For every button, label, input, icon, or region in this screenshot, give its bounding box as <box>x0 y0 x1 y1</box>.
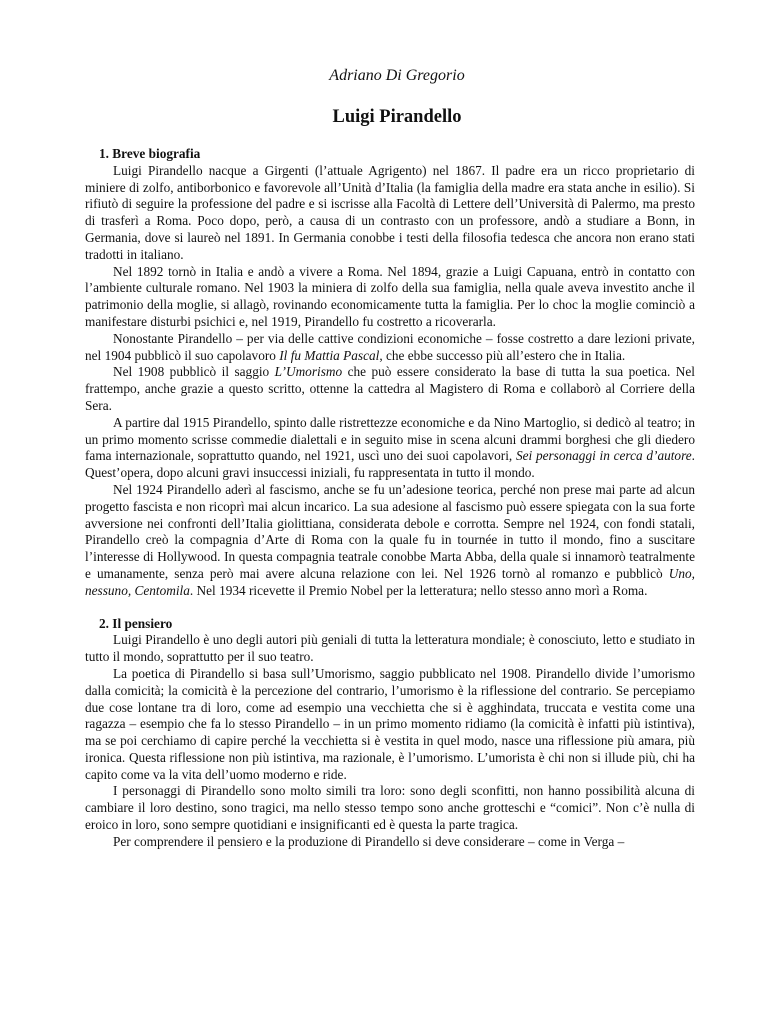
body-paragraph <box>85 163 695 264</box>
body-paragraph <box>85 364 695 414</box>
body-paragraph <box>85 331 695 365</box>
text-run: Luigi Pirandello nacque a Girgenti (l’attuale Agrigento) nel 1867. Il padre era un ricco proprietario di miniere di zolfo, antiborbonico e favorevole all’Unità d’Italia (la famiglia della madre era stata anche in esilio). Si rifiutò di seguire la professione del padre e si iscrisse alla Facoltà di Lettere dell’Università di Palermo, ma presto di trasferì a Roma. Poco dopo, però, a causa di un contrasto con un professore, andò a studiare a Bonn, in Germania, dove si laureò nel 1891. In Germania conobbe i testi della filosofia tedesca che ancora non erano stati tradotti in italiano. <box>85 162 695 262</box>
body-paragraph <box>85 632 695 666</box>
body-paragraph <box>85 264 695 331</box>
text-run: , che ebbe successo più all’estero che in Italia. <box>379 347 626 363</box>
document-body <box>85 146 695 851</box>
text-run: La poetica di Pirandello si basa sull’Umorismo, saggio pubblicato nel 1908. Pirandello divide l’umorismo dalla comicità; la comicità è la percezione del contrario, l’umorismo è la riflessione del contrario. Se percepiamo due cose lontane tra di loro, come ad esempio una vecchietta che si è agghindata, truccata e vestita come una ragazza – esempio che fa lo stesso Pirandello – in un primo momento ridiamo (la comicità è infatti più istintiva), ma se poi cerchiamo di capire perché la vecchietta si è vestita in quel modo, nasce una riflessione più amara, più ironica. Questa riflessione non più istintiva, ma razionale, è l’umorismo. L’umorista è chi non si illude più, chi ha capito come va la vita dell’uomo moderno e ride. <box>85 665 695 782</box>
body-paragraph <box>85 666 695 784</box>
work-title: Uno, nessuno, Centomila <box>85 565 695 598</box>
author-name: Adriano Di Gregorio <box>329 67 465 84</box>
text-run: Luigi Pirandello è uno degli autori più geniali di tutta la letteratura mondiale; è conosciuto, letto e studiato in tutto il mondo, soprattutto per il suo teatro. <box>85 632 695 665</box>
text-run: A partire dal 1915 Pirandello, spinto dalle ristrettezze economiche e da Nino Martoglio, si dedicò al teatro; in un primo momento scrisse commedie dialettali e in seguito mise in scena alcuni drammi borghesi che gli diedero fama internazionale, soprattutto quando, nel 1921, uscì uno dei suoi capolavori, <box>85 414 695 464</box>
text-run: I personaggi di Pirandello sono molto simili tra loro: sono degli sconfitti, non hanno possibilità alcuna di cambiare il loro destino, sono tragici, ma nello stesso tempo sono anche grotteschi e “comici”. Non c’è nulla di eroico in loro, sono sempre quotidiani e insignificanti ed è questa la parte tragica. <box>85 783 695 833</box>
section-heading: 2. Il pensiero <box>99 615 173 631</box>
work-title: Il fu Mattia Pascal <box>279 347 380 363</box>
body-paragraph <box>85 834 695 851</box>
body-paragraph <box>85 415 695 482</box>
document-title: Luigi Pirandello <box>332 107 462 127</box>
text-run: Nel 1924 Pirandello aderì al fascismo, anche se fu un’adesione teorica, perché non prese mai parte ad alcun progetto fascista e non ricoprì mai alcun incarico. La sua adesione al fascismo può essere spiegata con la sua forte avversione nei confronti dell’Italia giolittiana, considerata debole e corrotta. Sempre nel 1924, con fondi statali, Pirandello creò la compagnia d’Arte di Roma con la quale fu in tournée in tutto il mondo, fino a suscitare l’interesse di Hollywood. In questa compagnia teatrale conobbe Marta Abba, della quale si innamorò teatralmente e umanamente, senza però mai avere alcuna relazione con lei. Nel 1926 tornò al romanzo e pubblicò <box>85 481 695 581</box>
text-run: . Quest’opera, dopo alcuni gravi insuccessi iniziali, fu rappresentata in tutto il mondo. <box>85 448 695 481</box>
work-title: L’Umorismo <box>274 364 343 380</box>
body-paragraph <box>85 482 695 600</box>
text-run: Nel 1908 pubblicò il saggio <box>113 364 275 380</box>
section-heading: 1. Breve biografia <box>99 146 201 161</box>
body-paragraph <box>85 783 695 833</box>
text-run: Per comprendere il pensiero e la produzione di Pirandello si deve considerare – come in Verga – <box>113 833 625 849</box>
text-run: Nonostante Pirandello – per via delle cattive condizioni economiche – fosse costretto a dare lezioni private, nel 1904 pubblicò il suo capolavoro <box>85 330 695 363</box>
text-run: che può essere considerato la base di tutta la sua poetica. Nel frattempo, anche grazie a questo scritto, ottenne la cattedra al Magistero di Roma e collaborò al Corriere della Sera. <box>85 364 695 413</box>
text-run: . Nel 1934 ricevette il Premio Nobel per la letteratura; nello stesso anno morì a Roma. <box>189 582 648 598</box>
work-title: Sei personaggi in cerca d’autore <box>515 448 692 464</box>
text-run: Nel 1892 tornò in Italia e andò a vivere a Roma. Nel 1894, grazie a Luigi Capuana, entrò in contatto con l’ambiente culturale romano. Nel 1903 la miniera di zolfo della sua famiglia, nella quale aveva investito anche il patrimonio della moglie, si allagò, rovinando economicamente tutta la famiglia. Per lo choc la moglie cominciò a manifestare disturbi psichici e, nel 1919, Pirandello fu costretto a ricoverarla. <box>85 263 695 329</box>
